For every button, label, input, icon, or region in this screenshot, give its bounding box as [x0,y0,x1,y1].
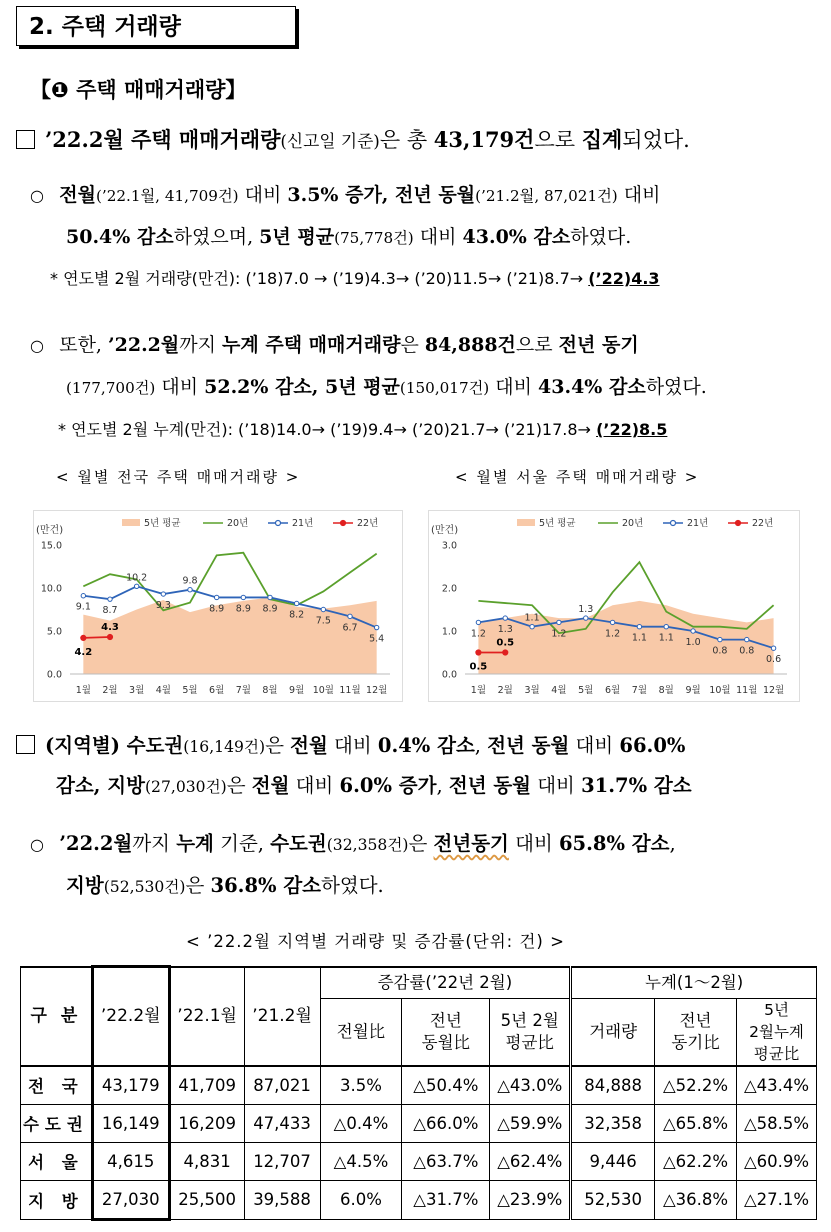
data-label-2021: 8.7 [102,605,118,617]
text: 은 [226,774,252,797]
data-label-2021: 1.0 [685,637,701,648]
text-bold: ’22.2월 [108,334,180,356]
chart-legend [122,517,378,529]
text: 대비 [508,832,559,855]
section-title-text: 주택 거래량 [61,14,181,40]
table-subheader-text: 전월比 [336,1021,386,1041]
note-highlight: (’22)8.5 [596,420,668,439]
note-yearly-february [50,266,660,289]
table-cell: 4,615 [92,1142,169,1180]
text: 까지 [179,334,223,356]
data-label-2021: 9.3 [155,600,171,612]
table-cell: △43.0% [490,1066,571,1105]
text: 대비 [489,376,539,398]
circle-bullet-icon: ○ [30,835,60,854]
table-cell: △31.7% [402,1180,490,1219]
point-2021 [134,584,138,588]
text-bold: ’22.2월 주택 매매거래량 [45,127,281,152]
x-tick-label: 8월 [262,685,278,696]
text: 은 [265,734,291,757]
text-bold: 전년 동기 [558,334,639,356]
text-bold: 전월 [251,774,290,797]
table-subheader-text: 전년 동월比 [421,1010,471,1052]
table-subheader [571,998,655,1066]
legend-swatch-marker [671,521,676,526]
text: , [474,734,488,757]
legend-swatch-marker [736,521,741,526]
text-bold: 6.0% 증가 [339,774,437,797]
legend-label: 20년 [622,518,644,529]
y-tick-label: 2.0 [441,583,457,595]
series-area-5yr-avg [478,601,773,674]
text-bold: 누계 [176,832,214,855]
legend-label: 20년 [227,518,249,529]
x-tick-label: 5월 [182,685,198,696]
x-tick-label: 4월 [155,685,171,696]
table-cell: 3.5% [320,1066,402,1105]
table-cell: 47,433 [244,1104,320,1142]
point-2021 [530,625,534,629]
text: 하였으며, [173,226,260,248]
point-2021 [321,607,325,611]
chart-title-national: < 월별 전국 주택 매매거래량 > [56,468,301,486]
table-header-change: 증감률(’22년 2월) [320,967,571,999]
text-bold: ’22.2월 [59,832,133,855]
legend-label: 5년 평균 [144,518,181,529]
text: 대비 [155,376,205,398]
data-label-2022: 4.3 [101,622,119,634]
point-2021 [745,637,749,641]
point-2021 [718,637,722,641]
table-cell: △66.0% [402,1104,490,1142]
data-label-2021: 9.1 [75,601,91,613]
data-label-2021: 1.1 [631,632,647,644]
x-tick-label: 12월 [366,685,388,696]
table-cell: 39,588 [244,1180,320,1219]
point-2021 [637,625,641,629]
circle-bullet-icon: ○ [30,186,60,205]
table-row [21,1066,817,1105]
x-tick-label: 11월 [736,685,758,696]
text-bold: 집계 [581,127,623,152]
text: 으로 [534,128,582,152]
data-label-2021: 8.9 [235,603,251,615]
text-bold: 65.8% 감소 [558,832,670,855]
text: 하였다. [321,874,384,897]
table-cell: △62.4% [490,1142,571,1180]
chart-legend [517,517,773,529]
point-2021 [557,620,561,624]
table-cell: △60.9% [737,1142,817,1180]
chart-unit-label: (만건) [431,525,459,536]
table-row [21,1142,817,1180]
point-2021 [241,595,245,599]
table-cell: △27.1% [737,1180,817,1219]
point-2021 [268,595,272,599]
table-subheader [402,998,490,1066]
point-2022 [107,634,112,639]
section-title [16,6,296,46]
table-cell: 43,179 [92,1066,169,1105]
table-header-gubun: 구 분 [21,967,93,1066]
legend-swatch-area [517,519,535,526]
text: 대비 [327,734,378,757]
table-header-col: ’22.2월 [92,967,169,1066]
table-cell: 27,030 [92,1180,169,1219]
text: 대비 [569,734,620,757]
data-label-2021: 8.9 [209,603,225,615]
x-tick-label: 3월 [129,685,145,696]
table-cell: 12,707 [244,1142,320,1180]
text: , [436,774,449,797]
text: 은 [400,334,425,356]
data-label-2021: 0.8 [739,645,755,657]
paragraph-regional-line2 [56,770,692,798]
table-cell: △0.4% [320,1104,402,1142]
data-label-2021: 1.3 [497,624,513,636]
table-cell: △23.9% [490,1180,571,1219]
data-label-2021: 1.2 [551,628,567,640]
text: 기준, [213,832,271,855]
table-cell: 84,888 [571,1066,655,1105]
x-tick-label: 1월 [75,685,91,696]
table-row [21,1180,817,1219]
table-row-header: 전 국 [21,1066,93,1105]
table-subheader-text: 5년 2월 평균比 [500,1010,559,1052]
table-row-header: 수도권 [21,1104,93,1142]
table-cell: △59.9% [490,1104,571,1142]
x-tick-label: 6월 [604,685,621,696]
text: 대비 [238,184,288,206]
square-bullet-icon [16,130,35,149]
legend-label: 22년 [357,518,379,529]
x-tick-label: 2월 [497,685,513,696]
point-2021 [294,601,298,605]
table-subheader-text: 5년 2월누계 평균比 [749,1000,804,1063]
text-bold: 84,888건 [424,334,516,356]
text: 은 총 [379,128,434,152]
y-tick-label: 0.0 [46,669,62,681]
text-bold: 52.2% 감소, 5년 평균 [204,376,400,398]
text: 으로 [515,334,559,356]
text: 되었다. [622,128,690,152]
point-2022 [81,635,86,640]
text-bold: 5년 평균 [259,226,335,248]
point-2021 [348,614,352,618]
text-bold: 36.8% 감소 [210,874,322,897]
table-cell: △65.8% [655,1104,737,1142]
series-line-2022 [83,637,110,638]
point-2021 [664,625,668,629]
table-cell: 16,149 [92,1104,169,1142]
legend-label: 21년 [687,518,709,529]
text-bold: (지역별) 수도권 [45,734,184,757]
paragraph-monthly-line1 [30,180,660,207]
text-bold: 66.0% [619,734,686,757]
x-tick-label: 1월 [470,685,487,696]
text-small: (’21.2월, 87,021건) [475,187,618,205]
table-subheader-text: 거래량 [589,1021,638,1041]
paragraph-regional-cumulative-line2 [66,870,384,898]
table-cell: 16,209 [169,1104,244,1142]
point-2021 [81,594,85,598]
note-text: * 연도별 2월 거래량(만건): (’18)7.0 → (’19)4.3→ (’20)11.5→ (’21)8.7→ [50,269,589,288]
x-tick-label: 9월 [289,685,305,696]
table-subheader [655,998,737,1066]
table-cell: 87,021 [244,1066,320,1105]
text: 까지 [132,832,177,855]
point-2021 [108,597,112,601]
table-cell: △4.5% [320,1142,402,1180]
circle-bullet-icon: ○ [30,336,60,355]
table-cell: △58.5% [737,1104,817,1142]
text: 하였다. [570,226,632,248]
text-small: (177,700건) [66,379,156,397]
table-cell: 41,709 [169,1066,244,1105]
note-text: * 연도별 2월 누계(만건): (’18)14.0→ (’19)9.4→ (’20)21.7→ (’21)17.8→ [58,420,597,439]
x-tick-label: 6월 [209,685,225,696]
text-bold: 31.7% 감소 [581,774,692,797]
text-bold: 전년동기 [433,832,509,855]
point-2021 [476,620,480,624]
x-tick-label: 5월 [578,685,594,696]
table-header-col: ’22.1월 [169,967,244,1066]
text-bold: 43.0% 감소 [462,226,571,248]
table-caption: < ’22.2월 지역별 거래량 및 증감률(단위: 건) > [186,932,565,951]
point-2021 [691,629,695,633]
point-2022 [476,650,481,655]
x-tick-label: 3월 [524,685,540,696]
table-cell: △43.4% [737,1066,817,1105]
data-label-2021: 9.8 [182,575,198,587]
data-label-2021: 1.3 [578,604,594,616]
y-tick-label: 10.0 [40,583,62,595]
paragraph-regional-cumulative-line1 [30,828,676,856]
paragraph-regional-line1 [16,730,685,758]
text: 또한, [59,334,109,356]
subsection-title: 【❶ 주택 매매거래량】 [30,78,247,102]
point-2021 [610,620,614,624]
data-label-2021: 1.2 [605,628,621,640]
table-row-header: 서 울 [21,1142,93,1180]
legend-label: 21년 [292,518,314,529]
table-subheader [737,998,817,1066]
table-cell: △52.2% [655,1066,737,1105]
table-cell: 6.0% [320,1180,402,1219]
table-subheader [320,998,402,1066]
table-row [21,1104,817,1142]
paragraph-monthly-line2 [66,222,631,249]
point-2021 [771,646,775,650]
legend-label: 22년 [752,518,774,529]
table-cell: 25,500 [169,1180,244,1219]
text-bold: 43.4% 감소 [538,376,646,398]
y-tick-label: 15.0 [40,540,62,552]
square-bullet-icon [16,735,35,754]
legend-swatch-marker [276,521,281,526]
table-header-cumulative: 누계(1～2월) [571,967,817,999]
text-bold: 43,179건 [433,127,535,152]
text-small: (16,149건) [183,738,266,756]
point-2021 [214,595,218,599]
x-tick-label: 12월 [762,685,785,696]
y-tick-label: 3.0 [441,540,457,552]
table-cell: 52,530 [571,1180,655,1219]
table-header-col: ’21.2월 [244,967,320,1066]
point-2021 [584,616,588,620]
data-label-2021: 1.2 [470,628,486,640]
table-cell: △36.8% [655,1180,737,1219]
table-cell: △50.4% [402,1066,490,1105]
text-bold: 3.5% 증가, 전년 동월 [287,184,476,206]
note-yearly-cumulative [58,417,667,440]
data-label-2021: 0.8 [712,645,728,657]
table-cell: 4,831 [169,1142,244,1180]
y-tick-label: 1.0 [441,626,457,638]
note-highlight: (’22)4.3 [588,269,660,288]
paragraph-cumulative-line1 [30,330,639,357]
text: 대비 [413,226,463,248]
data-label-2022: 0.5 [496,637,515,649]
text-bold: 지방 [66,874,104,897]
x-tick-label: 11월 [339,685,361,696]
table-cell: 32,358 [571,1104,655,1142]
data-label-2021: 1.1 [524,612,540,624]
table-row-header: 지 방 [21,1180,93,1219]
text-small: (150,017건) [399,379,490,397]
text: 은 [408,832,434,855]
x-tick-label: 8월 [658,685,674,696]
series-area-5yr-avg [83,597,376,674]
table-cell: 9,446 [571,1142,655,1180]
text-bold: 전월 [290,734,328,757]
legend-label: 5년 평균 [539,518,576,529]
x-tick-label: 9월 [685,685,701,696]
data-label-2021: 0.6 [766,654,782,666]
x-tick-label: 10월 [709,685,731,696]
chart-title-seoul: < 월별 서울 주택 매매거래량 > [455,468,700,486]
regional-volume-table [20,965,817,1221]
point-2021 [188,588,192,592]
data-label-2021: 8.2 [289,609,305,621]
text: 대비 [289,774,340,797]
data-label-2021: 7.5 [315,615,331,627]
x-tick-label: 4월 [551,685,567,696]
text-small: (27,030건) [144,778,227,796]
data-label-2021: 5.4 [369,633,385,645]
chart-unit-label: (만건) [36,525,64,536]
x-tick-label: 10월 [312,685,334,696]
table-cell: △62.2% [655,1142,737,1180]
point-2021 [374,625,378,629]
text-bold: 누계 주택 매매거래량 [222,334,401,356]
data-label-2021: 10.2 [126,572,148,584]
point-2022 [503,650,508,655]
table-subheader [490,998,571,1066]
text: 대비 [617,184,661,206]
data-label-2022: 0.5 [469,661,488,673]
paragraph-cumulative-line2 [66,372,707,399]
text-small: (신고일 기준) [280,131,380,151]
point-2021 [161,592,165,596]
text-bold: 50.4% 감소 [66,226,174,248]
data-label-2021: 1.1 [658,632,674,644]
legend-swatch-area [122,519,140,526]
text-small: (32,358건) [326,836,409,854]
text: 대비 [531,774,582,797]
point-2021 [503,616,507,620]
x-tick-label: 7월 [235,685,251,696]
data-label-2022: 4.2 [74,646,93,658]
text-small: (75,778건) [334,229,414,247]
text-bold: 0.4% 감소 [377,734,475,757]
text: 하였다. [645,376,707,398]
text-bold: 수도권 [270,832,327,855]
text-bold: 감소, 지방 [56,774,145,797]
text-bold: 전월 [59,184,96,206]
x-tick-label: 7월 [631,685,648,696]
text: 은 [185,874,211,897]
chart-seoul [428,510,800,702]
data-label-2021: 8.9 [262,603,278,615]
chart-national [33,510,403,702]
x-tick-label: 2월 [102,685,118,696]
text-bold: 전년 동월 [448,774,532,797]
text-bold: 전년 동월 [487,734,570,757]
y-tick-label: 0.0 [441,669,457,681]
section-number: 2. [29,14,54,40]
table-cell: △63.7% [402,1142,490,1180]
paragraph-total [16,124,690,154]
text: , [669,832,676,855]
data-label-2021: 6.7 [342,622,358,634]
y-tick-label: 5.0 [46,626,62,638]
table-subheader-text: 전년 동기比 [671,1010,720,1052]
legend-swatch-marker [341,521,346,526]
text-small: (’22.1월, 41,709건) [95,187,239,205]
table-body [21,1066,817,1220]
text-small: (52,530건) [103,878,186,896]
